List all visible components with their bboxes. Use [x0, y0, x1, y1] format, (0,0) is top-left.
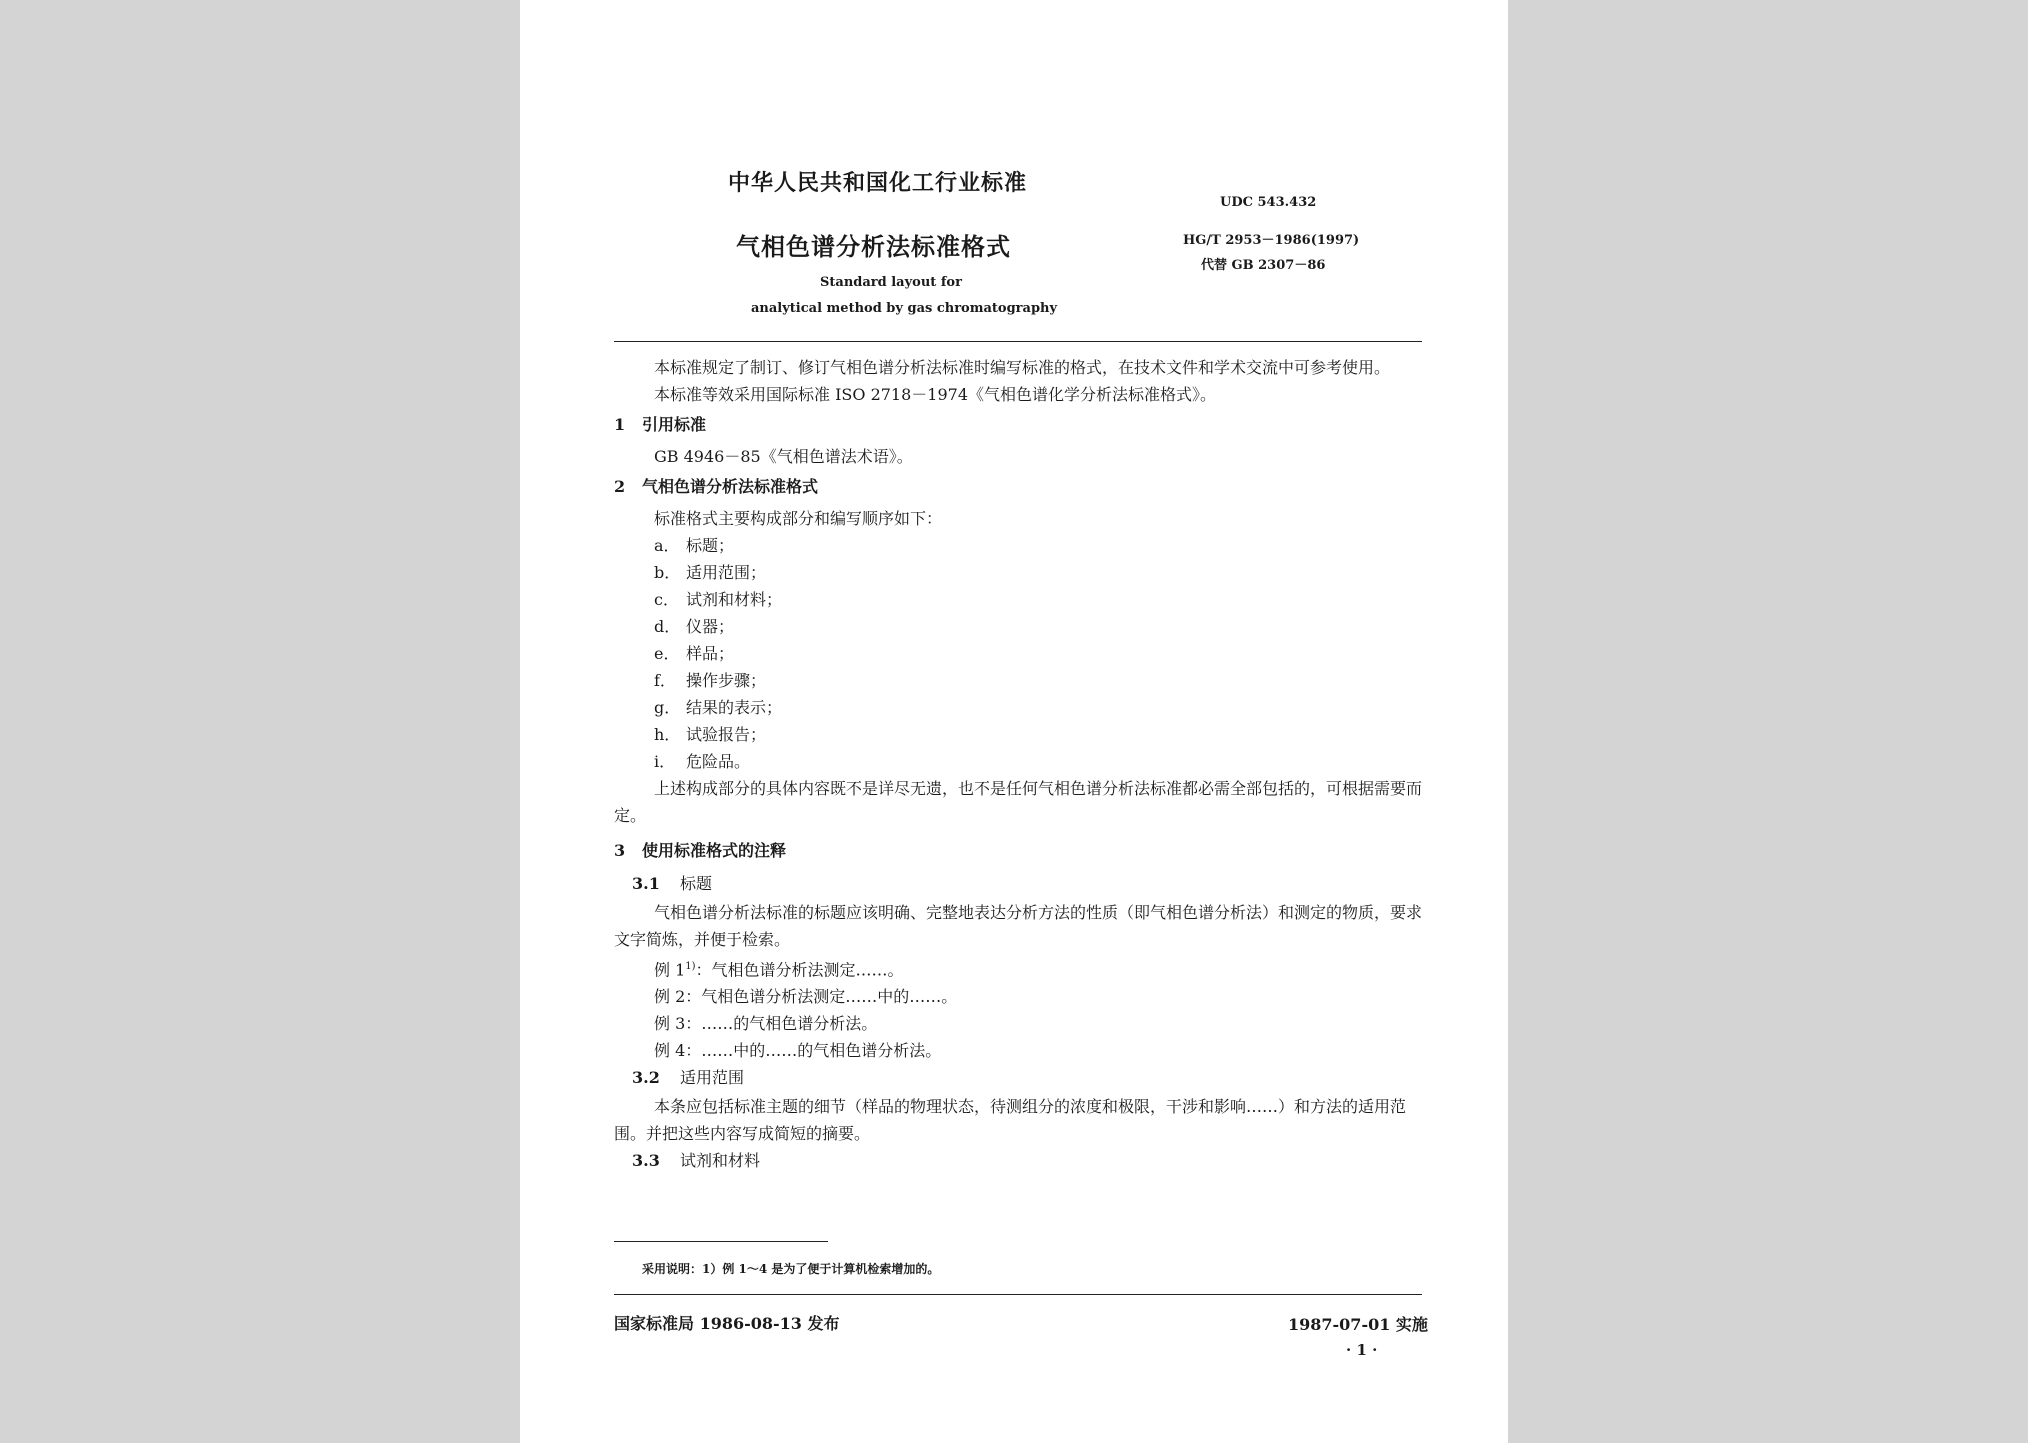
list-item: d． 仪器；	[654, 617, 735, 636]
example-4: 例 4：……中的……的气相色谱分析法。	[654, 1041, 942, 1061]
intro-paragraph-1: 本标准规定了制订、修订气相色谱分析法标准时编写标准的格式，在技术文件和学术交流中可参考使用。	[654, 358, 1391, 377]
section-2-intro: 标准格式主要构成部分和编写顺序如下：	[654, 509, 943, 528]
list-item: b． 适用范围；	[654, 563, 767, 582]
list-item: a． 标题；	[654, 536, 735, 555]
document-page	[520, 0, 1508, 1443]
list-item: e． 样品；	[654, 644, 735, 663]
list-item: f． 操作步骤；	[654, 671, 767, 690]
document-title: 气相色谱分析法标准格式	[736, 232, 1011, 261]
section-1-heading	[614, 411, 1422, 438]
issuing-organization: 中华人民共和国化工行业标准	[728, 170, 1028, 196]
list-item: g． 结果的表示；	[654, 698, 783, 717]
list-item: i． 危险品。	[654, 752, 751, 771]
issue-date: 国家标准局 1986-08-13 发布	[614, 1314, 840, 1333]
intro-paragraph-2: 本标准等效采用国际标准 ISO 2718－1974《气相色谱化学分析法标准格式》。	[654, 385, 1217, 404]
footnote: 采用说明：1）例 1～4 是为了便于计算机检索增加的。	[642, 1262, 940, 1276]
list-item: h． 试验报告；	[654, 725, 767, 744]
footer-divider	[614, 1294, 1422, 1295]
subsection-3-2-text: 本条应包括标准主题的细节（样品的物理状态，待测组分的浓度和极限，干涉和影响……）和方法的适用范围。并把这些内容写成简短的摘要。	[614, 1097, 1407, 1144]
section-2-number: 2	[614, 477, 626, 496]
section-1-number: 1	[614, 415, 626, 434]
udc-code: UDC 543.432	[1220, 195, 1317, 210]
section-3-heading	[614, 837, 1422, 864]
list-item: c． 试剂和材料；	[654, 590, 783, 609]
section-1-title: 引用标准	[642, 415, 707, 434]
section-2-title: 气相色谱分析法标准格式	[642, 477, 819, 496]
section-2-outro: 上述构成部分的具体内容既不是详尽无遗，也不是任何气相色谱分析法标准都必需全部包括的，可根据需要而定。	[614, 779, 1423, 825]
section-3-number: 3	[614, 841, 626, 860]
subsection-3-1-heading: 3.1 标题	[632, 874, 713, 893]
example-2: 例 2：气相色谱分析法测定……中的……。	[654, 987, 958, 1007]
subsection-3-2-heading: 3.2 适用范围	[632, 1068, 745, 1088]
implementation-date: 1987-07-01 实施	[1288, 1315, 1428, 1334]
document-body	[614, 354, 1422, 1176]
replaces-standard: 代替 GB 2307－86	[1201, 258, 1326, 273]
section-2-heading	[614, 473, 1422, 500]
footnote-divider	[614, 1241, 828, 1242]
subsection-3-3-heading: 3.3 试剂和材料	[632, 1151, 761, 1171]
subsection-3-1-text: 气相色谱分析法标准的标题应该明确、完整地表达分析方法的性质（即气相色谱分析法）和测定的物质，要求文字简炼，并便于检索。	[614, 903, 1423, 949]
section-1-text: GB 4946－85《气相色谱法术语》。	[654, 447, 913, 466]
page-number: · 1 ·	[1346, 1341, 1378, 1359]
header-divider	[614, 341, 1422, 342]
example-1: 例 1$^{1)}$：气相色谱分析法测定……。	[654, 960, 904, 980]
section-3-title: 使用标准格式的注释	[642, 841, 787, 860]
example-3: 例 3：……的气相色谱分析法。	[654, 1014, 878, 1034]
english-title-line2: analytical method by gas chromatography	[751, 301, 1058, 316]
standard-number: HG/T 2953－1986(1997)	[1183, 233, 1360, 248]
english-title-line1: Standard layout for	[820, 275, 962, 290]
